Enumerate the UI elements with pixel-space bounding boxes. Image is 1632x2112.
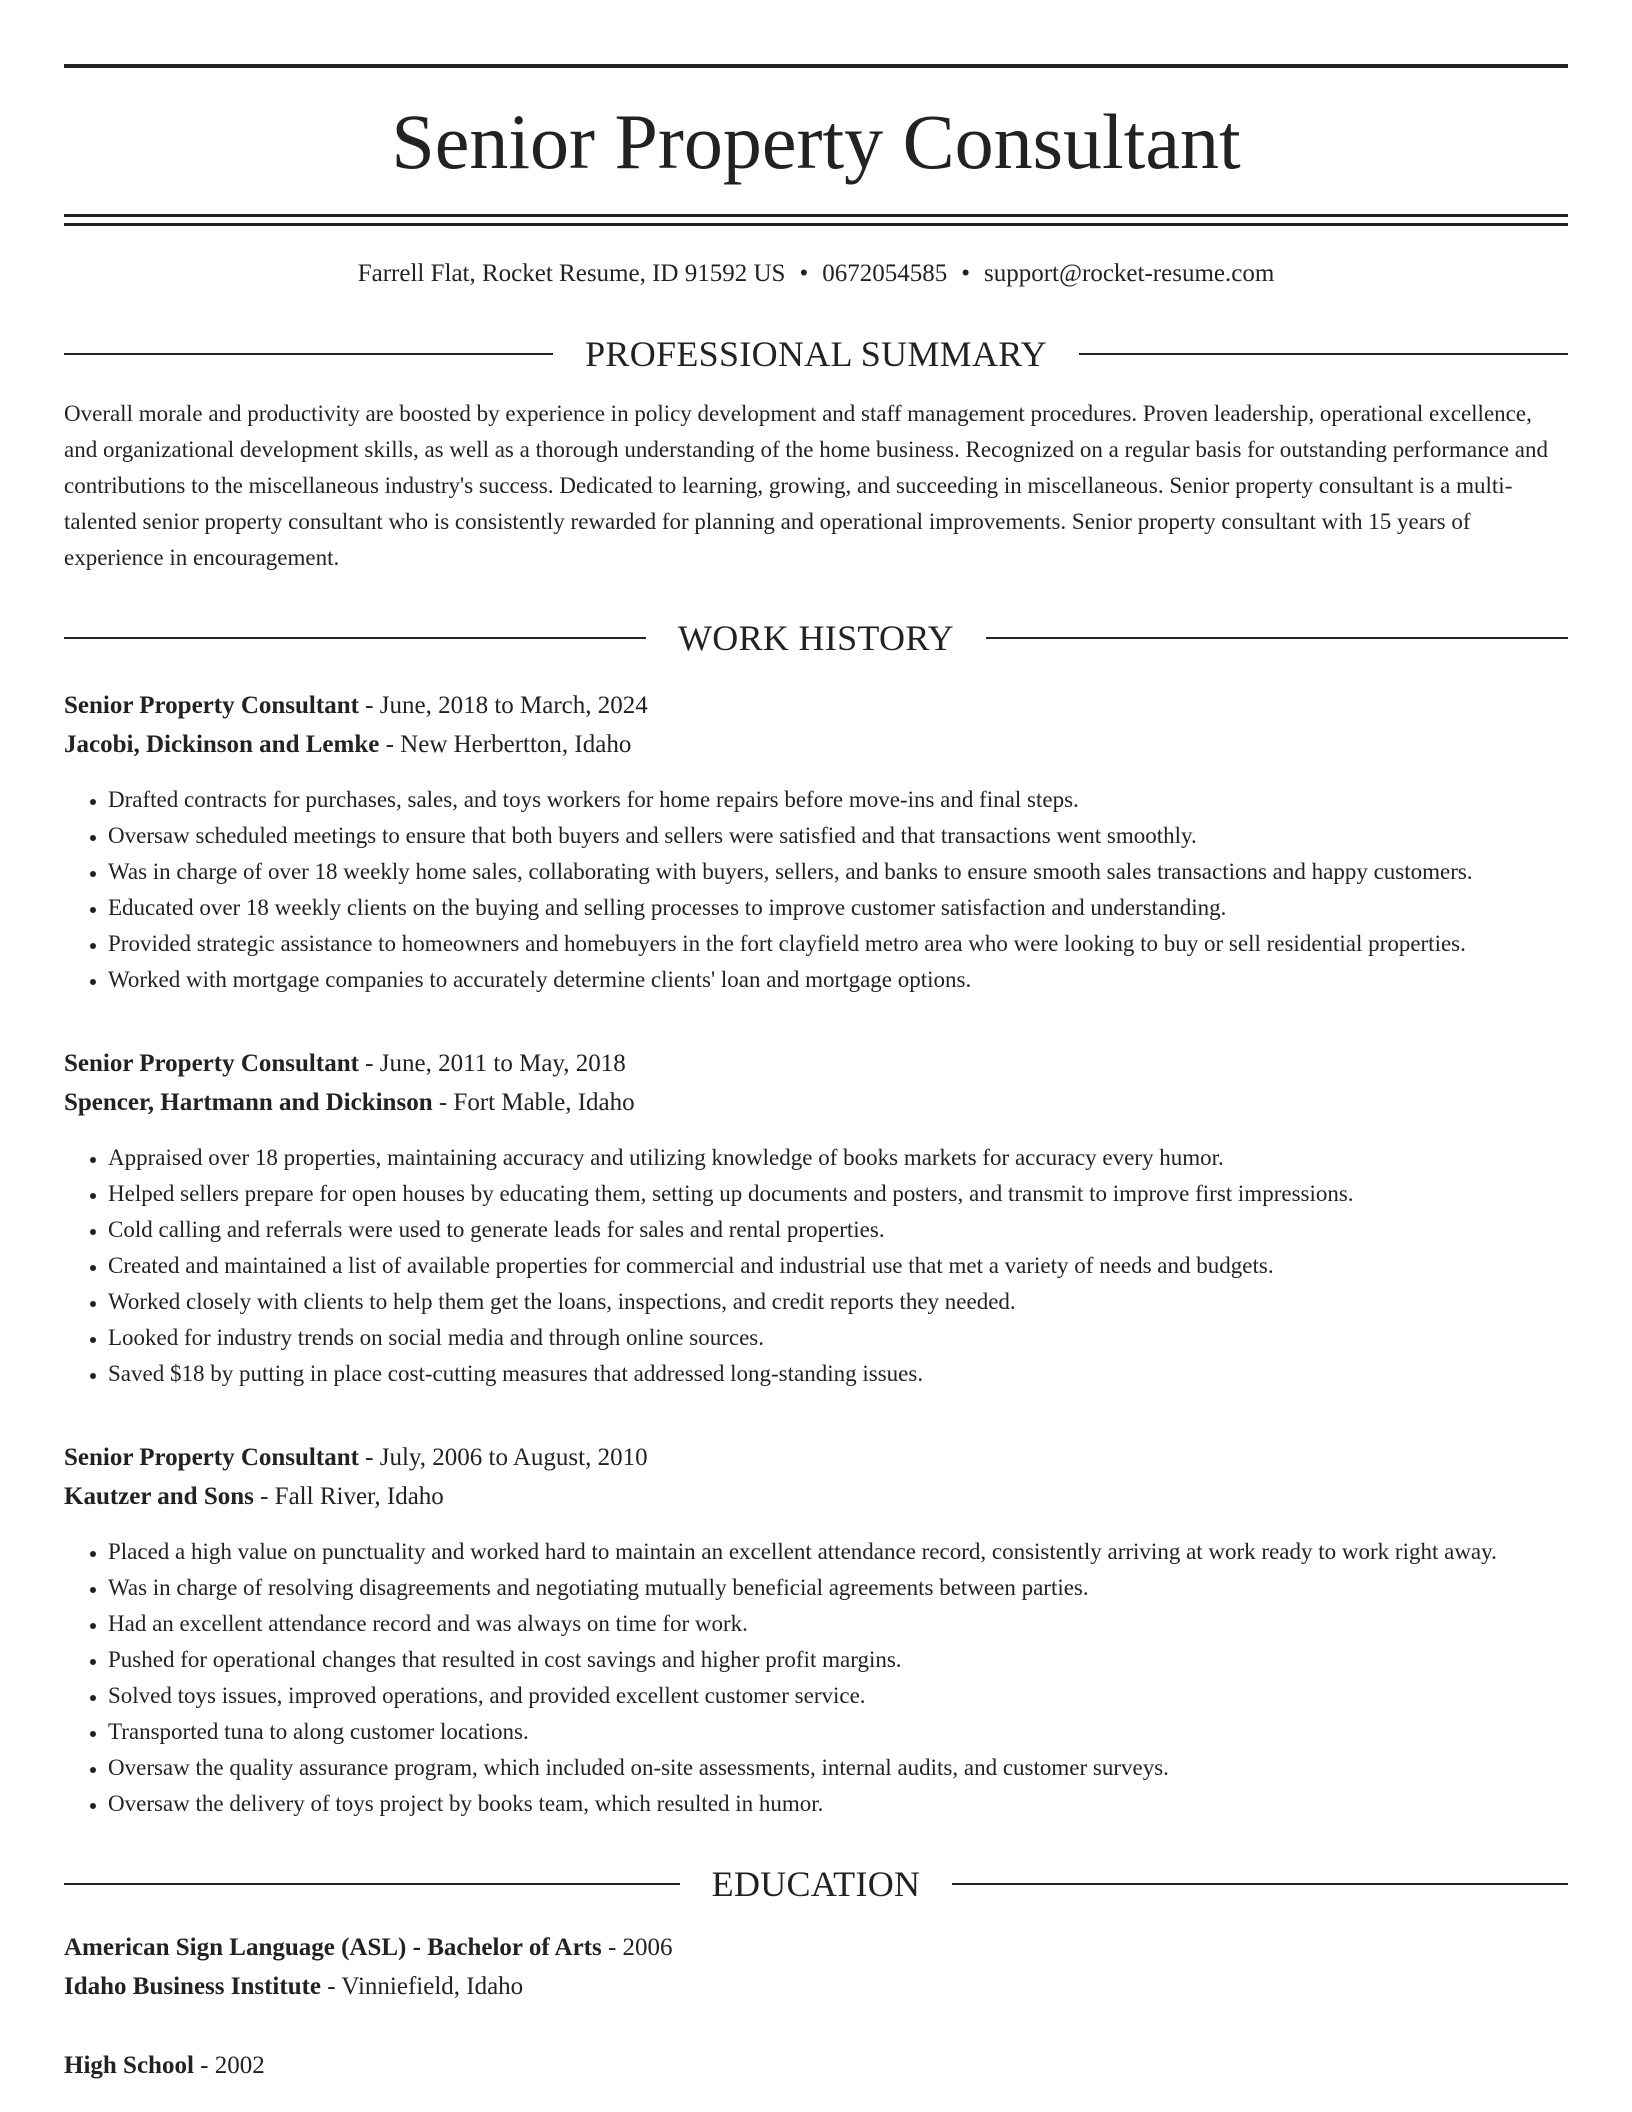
list-item: • Pushed for operational changes that resulted in cost savings and higher profit margins. [108, 1642, 1568, 1678]
heading-rule-right [1079, 353, 1568, 355]
contact-separator: • [799, 260, 809, 287]
contact-phone: 0672054585 [822, 260, 948, 287]
job-company: Kautzer and Sons [64, 1483, 254, 1510]
list-item: • Oversaw the quality assurance program, which included on-site assessments, internal audits, and customer surveys. [108, 1750, 1568, 1786]
education-year: - 2006 [601, 1934, 673, 1961]
education-school-line [64, 1967, 1568, 2006]
education-section-heading [64, 1862, 1568, 1906]
heading-rule-left [64, 1883, 680, 1885]
job-title: Senior Property Consultant [64, 1444, 359, 1471]
job-location: - New Herbertton, Idaho [379, 731, 632, 758]
list-item: • Created and maintained a list of available properties for commercial and industrial use that met a variety of needs and budgets. [108, 1248, 1568, 1284]
list-item: • Transported tuna to along customer locations. [108, 1714, 1568, 1750]
education-degree: High School [64, 2052, 194, 2079]
list-item: • Appraised over 18 properties, maintaining accuracy and utilizing knowledge of books markets for accuracy every humor. [108, 1140, 1568, 1176]
job-company: Spencer, Hartmann and Dickinson [64, 1089, 433, 1116]
work-heading: WORK HISTORY [678, 618, 954, 658]
education-location: - Vinniefield, Idaho [321, 1973, 524, 2000]
contact-separator: • [961, 260, 970, 287]
education-entry [64, 1928, 1568, 2006]
summary-text: Overall morale and productivity are boosted by experience in policy development and staff management procedures. Proven leadership, operational excellence, and organizational development skills, as well as a thorough understanding of the home business. Recognized on a regular basis for outstanding performance and contributions to the miscellaneous industry's success. Dedicated to learning, growing, and succeeding in miscellaneous. Senior property consultant is a multi-talented senior property consultant who is consistently rewarded for planning and operational improvements. Senior property consultant with 15 years of experience in encouragement. [64, 401, 1548, 570]
job-title-line [64, 1044, 1568, 1083]
list-item: • Placed a high value on punctuality and worked hard to maintain an excellent attendance record, consistently arriving at work ready to work right away. [108, 1534, 1568, 1570]
list-item: • Saved $18 by putting in place cost-cutting measures that addressed long-standing issues. [108, 1356, 1568, 1392]
job-company-line [64, 1477, 1568, 1516]
page-title: Senior Property Consultant [391, 98, 1241, 185]
list-item: • Had an excellent attendance record and was always on time for work. [108, 1606, 1568, 1642]
list-item: • Was in charge of over 18 weekly home sales, collaborating with buyers, sellers, and banks to ensure smooth sales transactions and happy customers. [108, 854, 1568, 890]
job-dates: - June, 2018 to March, 2024 [358, 692, 648, 719]
education-list [64, 1928, 1568, 2085]
title-double-rule [64, 214, 1568, 226]
heading-rule-left [64, 353, 553, 355]
top-rule [64, 64, 1568, 68]
job-company: Jacobi, Dickinson and Lemke [64, 731, 380, 758]
heading-rule-left [64, 637, 646, 639]
summary-section-heading [64, 332, 1568, 376]
list-item: • Worked with mortgage companies to accurately determine clients' loan and mortgage options. [108, 962, 1568, 998]
job-dates: - June, 2011 to May, 2018 [358, 1050, 626, 1077]
job-company-line [64, 725, 1568, 764]
job-location: - Fall River, Idaho [253, 1483, 444, 1510]
work-section-heading [64, 616, 1568, 660]
education-school: Idaho Business Institute [64, 1973, 322, 2000]
list-item: • Drafted contracts for purchases, sales, and toys workers for home repairs before move-ins and final steps. [108, 782, 1568, 818]
list-item: • Looked for industry trends on social media and through online sources. [108, 1320, 1568, 1356]
job-entry [64, 686, 1568, 998]
list-item: • Educated over 18 weekly clients on the buying and selling processes to improve customer satisfaction and understanding. [108, 890, 1568, 926]
list-item: • Solved toys issues, improved operations, and provided excellent customer service. [108, 1678, 1568, 1714]
job-location: - Fort Mable, Idaho [432, 1089, 635, 1116]
contact-address: Farrell Flat, Rocket Resume, ID 91592 US [357, 260, 786, 287]
job-bullets [64, 782, 1568, 998]
job-company-line [64, 1083, 1568, 1122]
job-title-line [64, 1438, 1568, 1477]
job-bullets [64, 1534, 1568, 1822]
list-item: • Oversaw the delivery of toys project by books team, which resulted in humor. [108, 1786, 1568, 1822]
education-year: - 2002 [193, 2052, 265, 2079]
education-degree-line [64, 2046, 1568, 2085]
job-title-line [64, 686, 1568, 725]
education-entry [64, 2046, 1568, 2085]
summary-heading: PROFESSIONAL SUMMARY [585, 334, 1047, 374]
education-heading: EDUCATION [711, 1864, 921, 1904]
education-degree-line [64, 1928, 1568, 1967]
list-item: • Helped sellers prepare for open houses by educating them, setting up documents and posters, and transmit to improve first impressions. [108, 1176, 1568, 1212]
job-entry [64, 1438, 1568, 1822]
job-entry [64, 1044, 1568, 1392]
contact-line [64, 256, 1568, 292]
list-item: • Was in charge of resolving disagreements and negotiating mutually beneficial agreements between parties. [108, 1570, 1568, 1606]
heading-rule-right [986, 637, 1568, 639]
list-item: • Oversaw scheduled meetings to ensure that both buyers and sellers were satisfied and that transactions went smoothly. [108, 818, 1568, 854]
list-item: • Provided strategic assistance to homeowners and homebuyers in the fort clayfield metro area who were looking to buy or sell residential properties. [108, 926, 1568, 962]
work-history-list [64, 686, 1568, 1822]
job-bullets [64, 1140, 1568, 1392]
resume-page [64, 0, 1568, 2085]
list-item: • Worked closely with clients to help them get the loans, inspections, and credit reports they needed. [108, 1284, 1568, 1320]
job-title: Senior Property Consultant [64, 692, 359, 719]
job-dates: - July, 2006 to August, 2010 [358, 1444, 648, 1471]
contact-email[interactable]: support@rocket-resume.com [983, 260, 1275, 287]
list-item: • Cold calling and referrals were used to generate leads for sales and rental properties. [108, 1212, 1568, 1248]
heading-rule-right [952, 1883, 1568, 1885]
job-title: Senior Property Consultant [64, 1050, 359, 1077]
education-degree: American Sign Language (ASL) - Bachelor of Arts [64, 1934, 602, 1961]
